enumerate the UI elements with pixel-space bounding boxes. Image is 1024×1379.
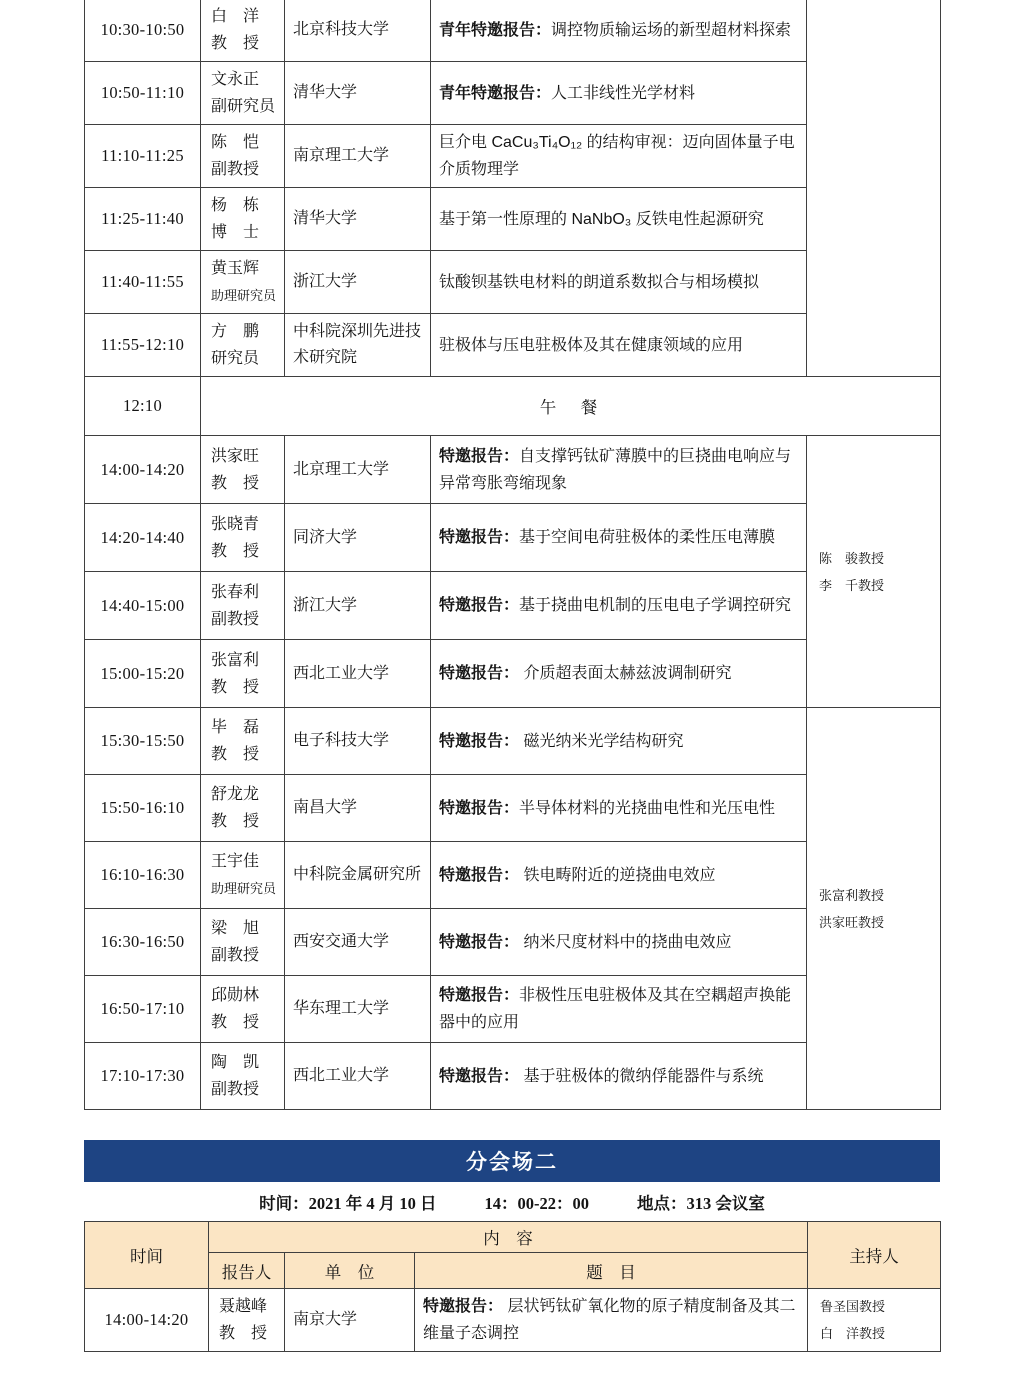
title-cell [431, 909, 807, 976]
time-cell: 16:50-17:10 [85, 976, 201, 1043]
text-line: 陈 骏教授 [819, 550, 885, 566]
text-line: 张春利 [211, 583, 260, 601]
text-line: 文永正 [211, 71, 260, 88]
time-cell: 15:00-15:20 [85, 640, 201, 708]
unit-cell: 同济大学 [285, 504, 431, 572]
speaker-cell [201, 0, 285, 62]
title-text: 非极性压电驻极体及其在空耦超声换能器中的应用 [439, 987, 792, 1031]
session-info-place: 地点：313 会议室 [637, 1193, 765, 1213]
speaker-cell [201, 909, 285, 976]
text-line: 张富利 [211, 651, 260, 669]
text-line: 白 洋 [211, 8, 260, 25]
unit-cell: 清华大学 [285, 62, 431, 125]
header-speaker: 报告人 [209, 1253, 285, 1289]
time-cell: 15:30-15:50 [85, 708, 201, 775]
title-text: 驻极体与压电驻极体及其在健康领域的应用 [439, 336, 744, 354]
time-cell: 16:30-16:50 [85, 909, 201, 976]
unit-cell: 北京科技大学 [285, 0, 431, 62]
title-cell [415, 1289, 808, 1352]
speaker-cell [201, 188, 285, 251]
unit-cell: 清华大学 [285, 188, 431, 251]
time-cell: 10:30-10:50 [85, 0, 201, 62]
title-text: 基于空间电荷驻极体的柔性压电薄膜 [519, 529, 776, 546]
text-line: 教 授 [211, 746, 260, 763]
title-cell [431, 775, 807, 842]
text-line: 教 授 [211, 813, 260, 830]
unit-cell: 华东理工大学 [285, 976, 431, 1043]
time-cell: 14:00-14:20 [85, 1289, 209, 1352]
title-text: 介质超表面太赫兹波调制研究 [519, 665, 732, 682]
speaker-cell [201, 504, 285, 572]
time-cell: 15:50-16:10 [85, 775, 201, 842]
title-cell [431, 62, 807, 125]
header-time: 时间 [85, 1222, 209, 1289]
title-text: 层状钙钛矿氧化物的原子精度制备及其二维量子态调控 [423, 1298, 796, 1342]
text-line: 白 洋教授 [820, 1326, 886, 1341]
unit-cell: 南京理工大学 [285, 125, 431, 188]
schedule-row [85, 1289, 941, 1352]
text-line: 博 士 [211, 224, 260, 241]
header-unit: 单 位 [285, 1253, 415, 1289]
title-prefix: 特邀报告： [423, 1298, 504, 1315]
header-content: 内 容 [209, 1222, 808, 1253]
unit-cell: 南昌大学 [285, 775, 431, 842]
title-cell [431, 251, 807, 314]
text-line: 助理研究员 [211, 288, 277, 303]
text-line: 张富利教授 [819, 887, 885, 903]
text-line: 洪家旺 [211, 447, 260, 465]
unit-cell: 浙江大学 [285, 572, 431, 640]
text-line: 陶 凯 [211, 1054, 260, 1071]
time-cell: 14:20-14:40 [85, 504, 201, 572]
chair-cell [808, 1289, 941, 1352]
unit-cell: 北京理工大学 [285, 436, 431, 504]
text-line: 聂越峰 [219, 1298, 268, 1315]
text-line: 王宇佳 [211, 853, 260, 870]
text-line: 副教授 [211, 161, 260, 178]
title-prefix: 特邀报告： [439, 597, 520, 614]
speaker-cell [201, 708, 285, 775]
speaker-cell [201, 1043, 285, 1110]
title-prefix: 特邀报告： [439, 529, 520, 546]
title-text: 人工非线性光学材料 [551, 84, 696, 102]
session-banner: 分会场二 [84, 1140, 940, 1182]
schedule-row [85, 708, 941, 775]
session-info-date: 时间：2021 年 4 月 10 日 [259, 1193, 437, 1213]
title-prefix: 青年特邀报告： [439, 84, 552, 102]
text-line: 黄玉辉 [211, 260, 260, 277]
title-cell [431, 1043, 807, 1110]
title-cell [431, 976, 807, 1043]
title-cell [431, 0, 807, 62]
text-line: 邱勋林 [211, 987, 260, 1004]
time-cell: 10:50-11:10 [85, 62, 201, 125]
title-text: 铁电畴附近的逆挠曲电效应 [519, 866, 716, 884]
title-text: 自支撑钙钛矿薄膜中的巨挠曲电响应与异常弯胀弯缩现象 [439, 447, 792, 492]
title-cell [431, 125, 807, 188]
text-line: 研究员 [211, 350, 260, 367]
time-cell: 17:10-17:30 [85, 1043, 201, 1110]
speaker-cell [201, 775, 285, 842]
speaker-cell [201, 842, 285, 909]
title-cell [431, 436, 807, 504]
text-line: 副研究员 [211, 98, 276, 115]
text-line: 鲁圣国教授 [820, 1299, 886, 1314]
chair-cell [807, 708, 941, 1110]
speaker-cell [201, 251, 285, 314]
text-line: 教 授 [219, 1325, 268, 1342]
unit-cell: 西安交通大学 [285, 909, 431, 976]
title-cell [431, 572, 807, 640]
speaker-cell [201, 62, 285, 125]
unit-cell: 南京大学 [285, 1289, 415, 1352]
schedule-row [85, 377, 941, 436]
title-cell [431, 640, 807, 708]
time-cell: 16:10-16:30 [85, 842, 201, 909]
title-text: 基于挠曲电机制的压电电子学调控研究 [519, 597, 792, 614]
text-line: 教 授 [211, 1014, 260, 1031]
title-text: 基于驻极体的微纳俘能器件与系统 [519, 1067, 764, 1085]
schedule-row [85, 0, 941, 62]
text-line: 梁 旭 [211, 920, 260, 937]
title-prefix: 特邀报告： [439, 447, 520, 465]
text-line: 教 授 [211, 474, 260, 492]
speaker-cell [209, 1289, 285, 1352]
lunch-cell: 午 餐 [201, 377, 941, 436]
time-cell: 14:40-15:00 [85, 572, 201, 640]
session2-table [84, 1221, 941, 1352]
title-prefix: 特邀报告： [439, 987, 520, 1004]
text-line: 教 授 [211, 542, 260, 560]
title-prefix: 特邀报告： [439, 866, 520, 884]
title-prefix: 特邀报告： [439, 732, 520, 750]
unit-cell: 中科院深圳先进技术研究院 [285, 314, 431, 377]
unit-cell: 浙江大学 [285, 251, 431, 314]
title-prefix: 特邀报告： [439, 799, 520, 817]
title-prefix: 特邀报告： [439, 933, 520, 951]
text-line: 洪家旺教授 [819, 914, 885, 930]
title-text: 钛酸钡基铁电材料的朗道系数拟合与相场模拟 [439, 273, 760, 291]
title-text: 纳米尺度材料中的挠曲电效应 [519, 933, 732, 951]
title-text: 基于第一性原理的 NaNbO₃ 反铁电性起源研究 [439, 210, 764, 228]
title-cell [431, 842, 807, 909]
unit-cell: 西北工业大学 [285, 640, 431, 708]
time-cell: 11:40-11:55 [85, 251, 201, 314]
speaker-cell [201, 572, 285, 640]
title-text: 磁光纳米光学结构研究 [519, 732, 684, 750]
speaker-cell [201, 436, 285, 504]
title-prefix: 特邀报告： [439, 665, 520, 682]
text-line: 副教授 [211, 610, 260, 628]
text-line: 方 鹏 [211, 323, 260, 340]
text-line: 副教授 [211, 947, 260, 964]
speaker-cell [201, 125, 285, 188]
session-info-hours: 14：00-22：00 [484, 1193, 589, 1213]
title-prefix: 青年特邀报告： [439, 21, 552, 39]
title-cell [431, 188, 807, 251]
unit-cell: 电子科技大学 [285, 708, 431, 775]
chair-cell [807, 0, 941, 377]
text-line: 教 授 [211, 678, 260, 696]
title-cell [431, 314, 807, 377]
time-cell: 12:10 [85, 377, 201, 436]
text-line: 毕 磊 [211, 719, 260, 736]
schedule-row [85, 436, 941, 504]
title-cell [431, 504, 807, 572]
time-cell: 11:10-11:25 [85, 125, 201, 188]
text-line: 教 授 [211, 35, 260, 52]
time-cell: 14:00-14:20 [85, 436, 201, 504]
session1-table-body [85, 0, 941, 1110]
speaker-cell [201, 314, 285, 377]
time-cell: 11:55-12:10 [85, 314, 201, 377]
title-text: 半导体材料的光挠曲电性和光压电性 [519, 799, 776, 817]
title-cell [431, 708, 807, 775]
text-line: 副教授 [211, 1081, 260, 1098]
text-line: 陈 恺 [211, 134, 260, 151]
unit-cell: 中科院金属研究所 [285, 842, 431, 909]
title-text: 巨介电 CaCu₃Ti₄O₁₂ 的结构审视：迈向固体量子电介质物理学 [439, 134, 795, 178]
title-text: 调控物质输运场的新型超材料探索 [551, 21, 792, 39]
title-prefix: 特邀报告： [439, 1067, 520, 1085]
text-line: 张晓青 [211, 515, 260, 533]
session1-table [84, 0, 941, 1110]
speaker-cell [201, 976, 285, 1043]
header-title: 题 目 [415, 1253, 808, 1289]
unit-cell: 西北工业大学 [285, 1043, 431, 1110]
chair-cell [807, 436, 941, 708]
header-chair: 主持人 [808, 1222, 941, 1289]
time-cell: 11:25-11:40 [85, 188, 201, 251]
speaker-cell [201, 640, 285, 708]
text-line: 杨 栋 [211, 197, 260, 214]
text-line: 助理研究员 [211, 881, 277, 896]
text-line: 李 千教授 [819, 577, 885, 593]
text-line: 舒龙龙 [211, 786, 260, 803]
session2-table-body [85, 1289, 941, 1352]
session-info [84, 1182, 940, 1221]
